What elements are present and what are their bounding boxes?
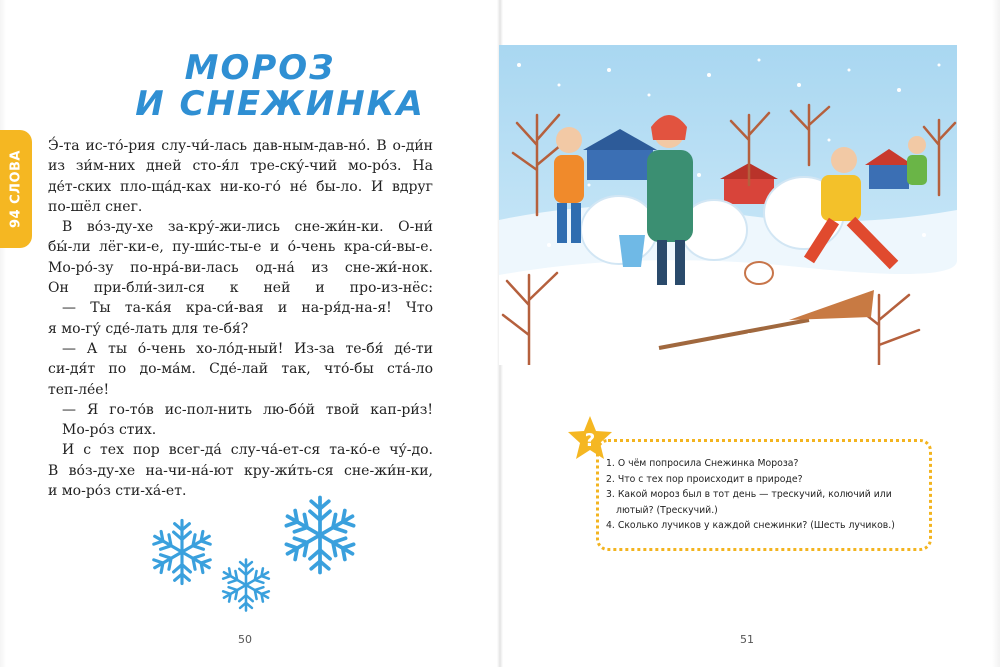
story-line: Он при-бли́-зил-ся к ней и про-из-нёс:: [48, 280, 433, 297]
word-count-label: 94 СЛОВА: [8, 150, 24, 228]
question-star-icon: [566, 414, 614, 462]
story-text: [48, 136, 433, 501]
title-line-1: МОРОЗ: [184, 48, 336, 88]
question-item: 4. Сколько лучиков у каждой снежинки? (Шесть лучиков.): [606, 520, 895, 531]
story-line: из зи́м-них дней сто-я́л тре-ску́-чий мо-ро́з. На: [48, 158, 433, 175]
snowflake-icon: [283, 498, 358, 573]
page-number-right: 51: [740, 633, 754, 646]
question-item: 2. Что с тех пор происходит в природе?: [606, 473, 803, 485]
story-line: — Я го-то́в ис-пол-нить лю-бо́й твой кап-ри́з!: [62, 401, 433, 418]
story-line: В во́з-ду-хе на-чи-на́-ют кру-жи́ть-ся сне-жи́н-ки,: [48, 462, 433, 479]
snowflakes-decoration: [140, 490, 380, 620]
question-item: 1. О чём попросила Снежинка Мороза?: [606, 458, 799, 469]
story-line: Мо-ро́з стих.: [62, 422, 157, 439]
story-line: де́т-ских пло-ща́д-ках ни-ко-го́ не́ бы-ло. И вдруг: [48, 178, 433, 195]
snowflake-icon: [221, 560, 272, 611]
questions-list: [606, 456, 918, 534]
story-line: бы́-ли лёг-ки-е, пу-ши́с-ты-е и о́-чень кра-си́-вы-е.: [48, 239, 433, 256]
story-line: я мо-гу́ сде́-лать для те-бя́?: [48, 320, 249, 337]
story-line: и мо-ро́з сти-ха́-ет.: [48, 483, 187, 500]
story-line: по-шёл снег.: [48, 198, 143, 215]
word-count-tab: [0, 130, 32, 248]
story-line: И с тех пор всег-да́ слу-ча́-ет-ся та-ко́-е чу́-до.: [62, 442, 433, 459]
title-line-2: И СНЕЖИНКА: [135, 84, 425, 124]
question-item-continuation: лютый? (Трескучий.): [616, 504, 718, 516]
story-line: си-дя́т по до-ма́м. Сде́-лай так, что́-бы ста́-ло: [48, 361, 433, 378]
story-line: теп-ле́е!: [48, 381, 110, 398]
snowflake-icon: [151, 521, 214, 584]
story-line: В во́з-ду-хе за-кру́-жи-лись сне-жи́н-ки. О-ни́: [62, 219, 433, 236]
story-line: — Ты та-ка́я кра-си́-вая и на-ря́д-на-я! Что: [62, 300, 433, 317]
story-line: Мо-ро́-зу по-нра́-ви-лась од-на́ из сне-жи́-нок.: [48, 259, 433, 276]
winter-illustration: [499, 45, 957, 365]
page-number-left: 50: [238, 633, 252, 646]
story-line: Э́-та ис-то́-рия слу-чи́-лась дав-ным-дав-но́. В о-ди́н: [48, 138, 433, 154]
question-item: 3. Какой мороз был в тот день — трескучий, колючий или: [606, 489, 892, 500]
story-line: — А ты о́-чень хо-ло́д-ный! Из-за те-бя́ де́-ти: [62, 340, 433, 357]
question-mark: ?: [584, 430, 596, 451]
